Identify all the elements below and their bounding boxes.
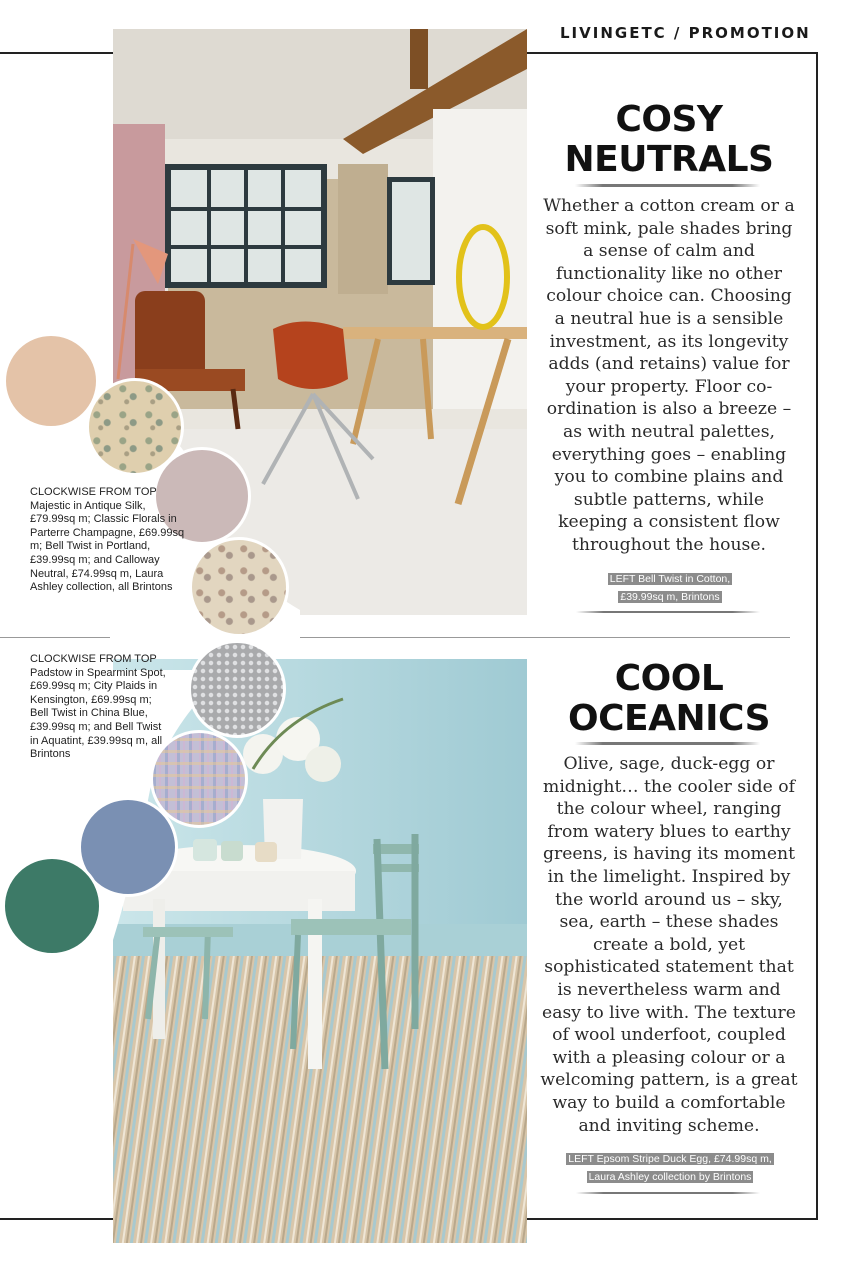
section1-photo-caption-line2: £39.99sq m, Brintons <box>620 591 720 603</box>
swatch-spearmint-spot <box>188 640 286 738</box>
section1-body: Whether a cotton cream or a soft mink, pale shades bring a sense of calm and functionality like no other colour choice can. Choosing a neutral hue is a sensible investment, as its longevity adds (and retains) value for your property. Floor co-ordination is also a breeze – as with neutral palettes, everything goes – enabling you to combine plains and subtle patterns, while keeping a consistent flow throughout the house. <box>543 196 795 555</box>
swatch-caption-2: CLOCKWISE FROM TOP Padstow in Spearmint Spot, £69.99sq m; City Plaids in Kensington, £69.99sq m; Bell Twist in China Blue, £39.99sq m; and Bell Twist in Aquatint, £39.99sq m, all Brintons <box>30 653 166 761</box>
section2-title-line1: COOL <box>614 658 724 699</box>
section1-photo-caption-line1: LEFT Bell Twist in Cotton, <box>609 573 731 585</box>
swatch-bell-twist-aquatint <box>2 856 102 956</box>
section1-title-rule <box>575 184 760 187</box>
section-header: LIVINGETC / PROMOTION <box>560 24 811 42</box>
section2-title <box>541 659 797 739</box>
section1-photo-caption <box>545 569 795 605</box>
swatch-calloway-neutral <box>189 537 289 637</box>
section2-title-line2: OCEANICS <box>567 698 770 739</box>
section1-title <box>541 100 797 180</box>
frame-right-border <box>816 52 818 1220</box>
section2-photo-caption-line1: LEFT Epsom Stripe Duck Egg, £74.99sq m, <box>568 1153 772 1165</box>
section1-title-line1: COSY <box>615 99 723 140</box>
section2-photo-caption-line2: Laura Ashley collection by Brintons <box>588 1171 752 1183</box>
section1-title-line2: NEUTRALS <box>564 139 774 180</box>
section1-bottom-rule <box>576 611 760 613</box>
section2-bottom-rule <box>576 1192 760 1194</box>
section2-title-rule <box>575 742 760 745</box>
section2-photo-caption <box>540 1149 800 1185</box>
swatch-caption-1: CLOCKWISE FROM TOP Majestic in Antique Silk, £79.99sq m; Classic Florals in Parterre Champagne, £69.99sq m; Bell Twist in Portland, £39.99sq m; and Calloway Neutral, £74.99sq m, Laura Ashley collection, all Brintons <box>30 486 185 594</box>
section2-body: Olive, sage, duck-egg or midnight… the cooler side of the colour wheel, ranging from watery blues to earthy greens, is having its moment in the limelight. Inspired by the world around us – sky, sea, earth – these shades create a bold, yet sophisticated statement that is nevertheless warm and easy to live with. The texture of wool underfoot, coupled with a pleasing colour or a welcoming pattern, is a great way to build a comfortable and inviting scheme. <box>540 754 798 1136</box>
swatch-antique-silk <box>3 333 99 429</box>
